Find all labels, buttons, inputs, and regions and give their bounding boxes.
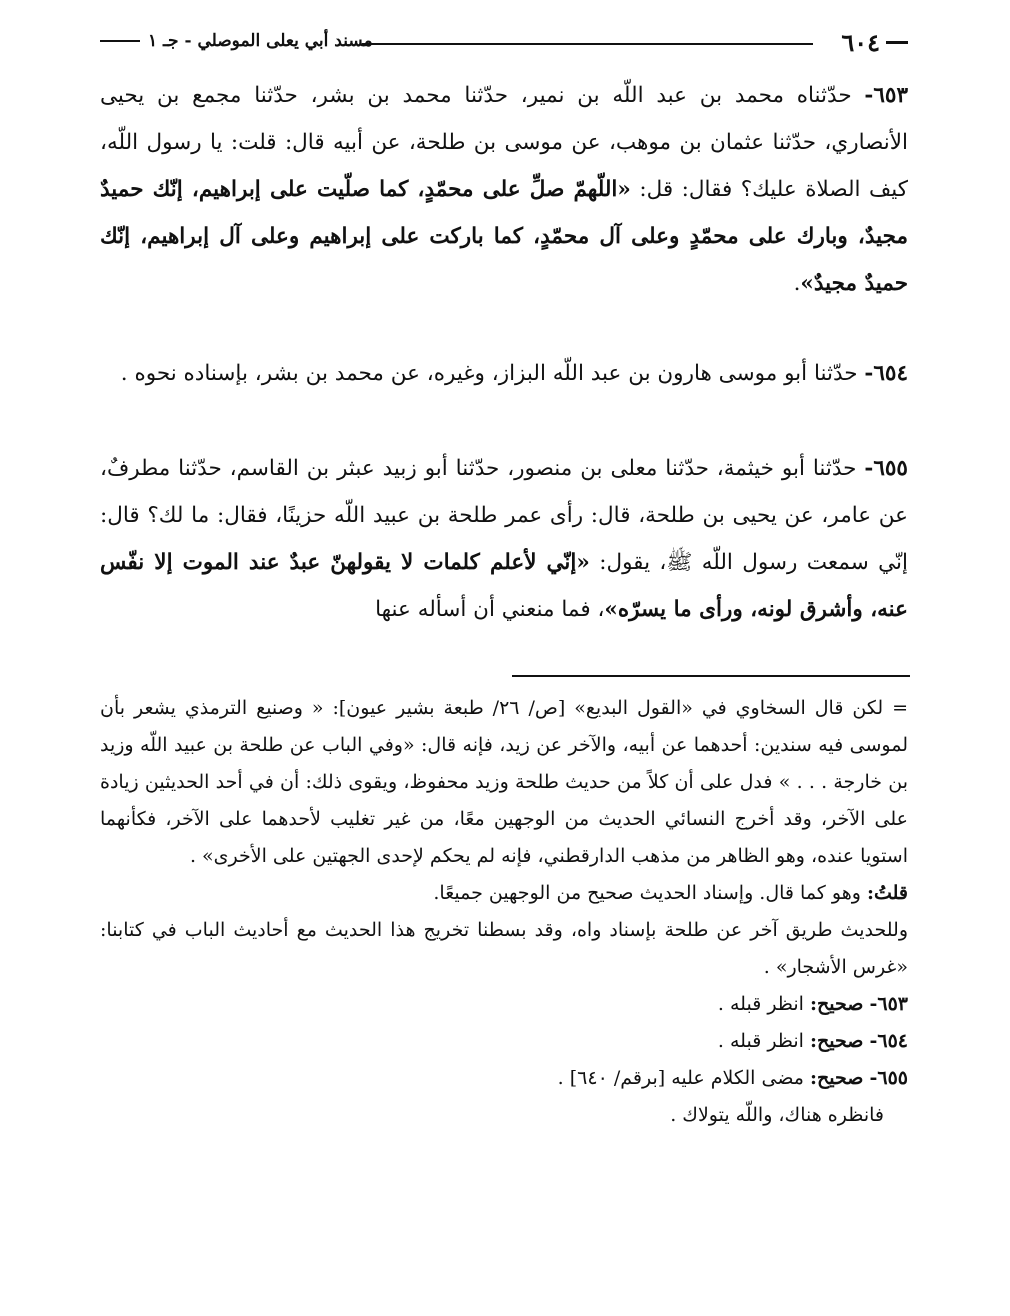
hadith-text: حدّثنا أبو موسى هارون بن عبد اللّه البزاز، وغيره، عن محمد بن بشر، بإسناده نحوه .: [120, 361, 858, 386]
hadith-654: [100, 350, 908, 397]
grading-note: مضى الكلام عليه [برقم/ ٦٤٠] .: [557, 1067, 804, 1089]
hadith-653: [100, 72, 908, 307]
footnote-tariq: وللحديث طريق آخر عن طلحة بإسناد واه، وقد بسطنا تخريج هذا الحديث مع أحاديث الباب في كتابنا: «غرس الأشجار» .: [100, 919, 908, 978]
hadith-number: ٦٥٣-: [864, 83, 908, 108]
grading-grade: صحيح:: [810, 993, 864, 1015]
grading-number: ٦٥٣-: [869, 993, 908, 1015]
header-rule-short: [100, 40, 140, 42]
header-rule: [362, 43, 813, 45]
hadith-matn: «إنّي لأعلم كلمات لا يقولهنّ عبدٌ عند الموت إلا نفّس عنه، وأشرق لونه، ورأى ما يسرّه»: [100, 550, 908, 622]
grading-note: انظر قبله .: [717, 1030, 804, 1052]
footnote-closing: فانظره هناك، واللّه يتولاك .: [670, 1104, 884, 1126]
qultu-label: قلتُ:: [866, 882, 908, 904]
grading-653: [100, 986, 908, 1023]
hadith-text: حدّثنا أبو خيثمة، حدّثنا معلى بن منصور، حدّثنا أبو زبيد عبثر بن القاسم، حدّثنا مطرفٌ، عن عامر، عن يحيى بن طلحة، قال: رأى عمر طلحة بن عبيد اللّه حزينًا، فقال: ما لك؟ قال: إنّي سمعت رسول اللّه ﷺ، يقول:: [100, 456, 908, 575]
grading-grade: صحيح:: [810, 1030, 864, 1052]
running-header: [100, 28, 908, 58]
grading-note: انظر قبله .: [717, 993, 804, 1015]
grading-grade: صحيح:: [810, 1067, 864, 1089]
hadith-paragraph: [100, 445, 908, 633]
footnote-qultu: [100, 875, 908, 912]
hadith-number: ٦٥٥-: [864, 456, 908, 481]
header-dash: [886, 41, 908, 44]
running-title: [100, 31, 373, 51]
hadith-matn: «اللّهمّ صلِّ على محمّدٍ، كما صلّيت على إبراهيم، إنّك حميدٌ مجيدٌ، وبارك على محمّدٍ وعلى آل محمّدٍ، كما باركت على إبراهيم وعلى آل إبراهيم، إنّك حميدٌ مجيدٌ»: [100, 177, 908, 296]
qultu-text: وهو كما قال. وإسناد الحديث صحيح من الوجهين جميعًا.: [433, 882, 861, 904]
running-title-text: مسند أبي يعلى الموصلي - جـ ١: [148, 31, 373, 51]
hadith-text: حدّثناه محمد بن عبد اللّه بن نمير، حدّثنا محمد بن بشر، حدّثنا مجمع بن يحيى الأنصاري، حدّثنا عثمان بن موهب، عن موسى بن طلحة، عن أبيه قال: قلت: يا رسول اللّه، كيف الصلاة عليك؟ فقال: قل:: [100, 83, 908, 202]
hadith-655: [100, 445, 908, 633]
hadith-text-end: .: [793, 271, 801, 296]
grading-number: ٦٥٤-: [869, 1030, 908, 1052]
hadith-text-end: ، فما منعني أن أسأله عنها: [375, 597, 605, 622]
page-number: [841, 28, 908, 57]
hadith-paragraph: [100, 72, 908, 307]
grading-655: [100, 1060, 908, 1097]
page-number-text: ٦٠٤: [841, 28, 880, 57]
hadith-number: ٦٥٤-: [864, 361, 908, 386]
footnote-continuation: = لكن قال السخاوي في «القول البديع» [ص/ ٢٦/ طبعة بشير عيون]: « وصنيع الترمذي يشعر بأن لموسى فيه سندين: أحدهما عن أبيه، والآخر عن زيد، فإنه قال: «وفي الباب عن طلحة بن عبيد اللّه وزيد بن خارجة . . . » فدل على أن كلاً من حديث طلحة وزيد محفوظ، ويقوى ذلك: أن في أحد الحديثين زيادة على الآخر، وقد أخرج النسائي الحديث من الوجهين معًا، من غير تغليب لأحدهما على الآخر، فكأنهما استويا عنده، وهو الظاهر من مذهب الدارقطني، فإنه لم يحكم لإحدى الجهتين على الأخرى» .: [100, 697, 908, 867]
footnote-divider: [512, 675, 910, 677]
grading-number: ٦٥٥-: [869, 1067, 908, 1089]
hadith-paragraph: [100, 350, 908, 397]
footnotes: [100, 690, 908, 1134]
grading-654: [100, 1023, 908, 1060]
